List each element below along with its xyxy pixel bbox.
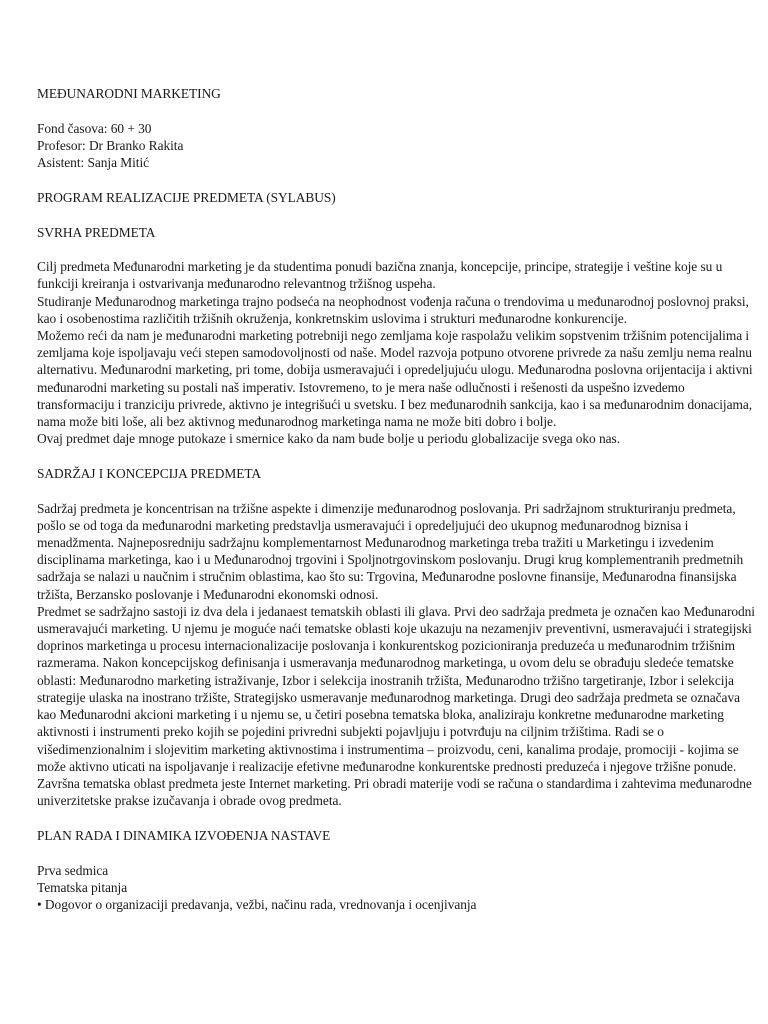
paragraph: Sadržaj predmeta je koncentrisan na tržišne aspekte i dimenzije međunarodnog poslovanja. Pri sadržajnom strukturiranju predmeta, pošlo se od toga da međunarodni marketing predstavlja usmeravajući i opredeljujući deo ukupnog međunarodnog biznisa i menadžmenta. Najneposredniju sadržajnu komplementarnost Međunarodnog marketinga treba tražiti u Marketingu i izvedenim disciplinama marketinga, kao i u Međunarodnoj trgovini i Spoljnotrgovinskom poslovanju. Drugi krug komplementranih predmetnih sadržaja se nalazi u naučnim i stručnim oblastima, kao što su: Trgovina, Međunarodne poslovne finansije, Međunarodna finansijska tržišta, Berzansko poslovanje i Međunarodni ekonomski odnosi. [37,500,744,602]
program-heading: PROGRAM REALIZACIJE PREDMETA (SYLABUS) [37,189,336,205]
plan-item: • Dogovor o organizaciji predavanja, vežbi, načinu rada, vrednovanja i ocenjivanja [37,896,477,912]
course-meta [37,120,759,172]
content-section [37,500,759,810]
content-heading: SADRŽAJ I KONCEPCIJA PREDMETA [37,465,262,481]
meta-professor: Profesor: Dr Branko Rakita [37,137,184,153]
document-page [37,85,759,913]
document-title: MEĐUNARODNI MARKETING [37,86,221,101]
paragraph: Cilj predmeta Međunarodni marketing je da studentima ponudi bazična znanja, koncepcije, principe, strategije i veštine koje su u funkciji kreiranja i ostvarivanja međunarodno relevantnog tržišnog uspeha. [37,259,723,292]
meta-assistant: Asistent: Sanja Mitić [37,155,150,171]
purpose-section [37,258,759,447]
plan-week: Prva sedmica [37,862,109,878]
plan-section [37,862,759,914]
paragraph: Studiranje Međunarodnog marketinga trajno podseća na neophodnost vođenja računa o trendovima u međunarodnoj poslovnoj praksi, kao i osobenostima različitih tržišnih okruženja, konkretnskim uslovima i strukturi međunarodne konkurencije. [37,293,749,326]
paragraph: Predmet se sadržajno sastoji iz dva dela i jedanaest tematskih oblasti ili glava. Prvi deo sadržaja predmeta je označen kao Međunarodni usmeravajući marketing. U njemu je moguće naći tematske oblasti koje ukazuju na nezamenjiv preventivni, usmeravajući i strategijski doprinos marketinga u procesu internacionalizacije poslovanja i konkurentskog pozicioniranja preduzeća u međunarodnim tržišnim razmerama. Nakon koncepcijskog definisanja i usmeravanja međunarodnog marketinga, u ovom delu se obrađuju sledeće tematske oblasti: Međunarodno marketing istraživanje, Izbor i selekcija inostranih tržišta, Međunarodno tržišno targetiranje, Izbor i selekcija strategije ulaska na inostrano tržište, Strategijsko usmeravanje međunarodnog marketinga. Drugi deo sadržaja predmeta se označava kao Međunarodni akcioni marketing i u njemu se, u četiri posebna tematska bloka, analiziraju konkretne međunarodne marketing aktivnosti i instrumenti preko kojih se pojedini privredni subjekti pojavljuju i potvrđuju na ciljnim tržištima. Radi se o višedimenzionalnim i slojevitim marketing aktivnostima i instrumentima – proizvodu, ceni, kanalima prodaje, promociji - kojima se može aktivno uticati na ispoljavanje i realizacije efetivne međunarodne konkurentske prednosti preduzeća i njegove tržišne ponude. Završna tematska oblast predmeta jeste Internet marketing. Pri obradi materije vodi se računa o standardima i zahtevima međunarodne univerzitetske prakse izučavanja i obrade ovog predmeta. [37,603,755,809]
purpose-heading: SVRHA PREDMETA [37,224,156,240]
plan-heading: PLAN RADA I DINAMIKA IZVOĐENJA NASTAVE [37,827,331,843]
meta-hours: Fond časova: 60 + 30 [37,120,152,136]
paragraph: Možemo reći da nam je međunarodni marketing potrebniji nego zemljama koje raspolažu velikim sopstvenim tržišnim potencijalima i zemljama koje ispoljavaju veći stepen samodovoljnosti od naše. Model razvoja potpuno otvorene privrede za našu zemlju nema realnu alternativu. Međunarodni marketing, pri tome, dobija usmeravajući i opredeljujuću ulogu. Međunarodna poslovna orijentacija i aktivni međunarodni marketing su postali naš imperativ. Istovremeno, to je mera naše odlučnosti i rešenosti da uspešno izvedemo transformaciju i tranziciju privrede, aktivno je integrišući u svetsku. I bez međunarodnih sankcija, kao i sa međunarodnim donacijama, nama može biti loše, ali bez aktivnog međunarodnog marketinga nama ne može biti dobro i bolje. [37,328,753,430]
paragraph: Ovaj predmet daje mnoge putokaze i smernice kako da nam bude bolje u periodu globalizacije svega oko nas. [37,431,620,447]
plan-topics-label: Tematska pitanja [37,879,128,895]
